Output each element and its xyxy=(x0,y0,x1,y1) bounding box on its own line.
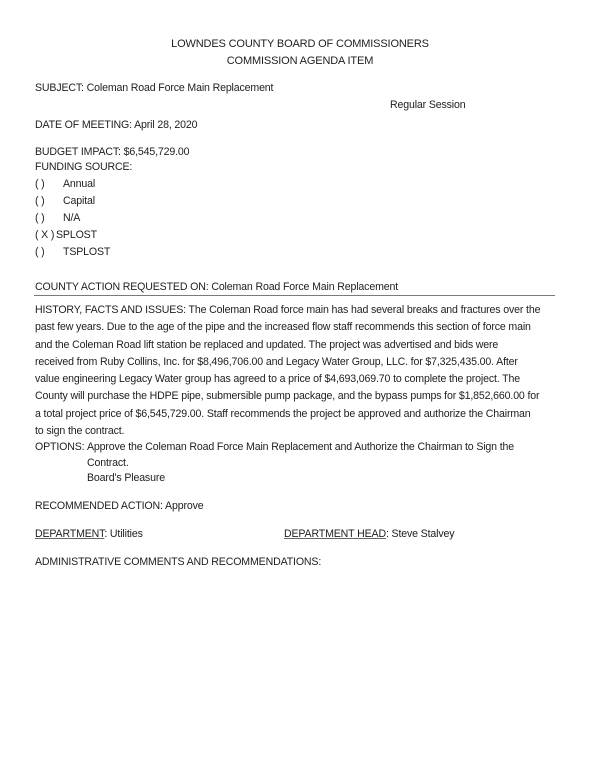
funding-option-label: Annual xyxy=(63,178,96,190)
funding-checkbox: ( ) xyxy=(35,212,45,224)
option-item-approve: Approve the Coleman Road Force Main Replacement and Authorize the Chairman to Sign the xyxy=(87,441,514,453)
department-line xyxy=(35,528,143,541)
funding-option-label: N/A xyxy=(63,212,81,224)
history-line: and the Coleman Road lift station be replaced and updated. The project was advertised and bids were xyxy=(35,338,499,351)
department-head-value: : Steve Stalvey xyxy=(385,528,455,540)
header-doc-title: COMMISSION AGENDA ITEM xyxy=(226,55,374,67)
section-divider xyxy=(34,295,555,296)
department-head-line xyxy=(284,528,454,541)
funding-checkbox-checked: ( X ) xyxy=(35,229,55,241)
admin-comments-label: ADMINISTRATIVE COMMENTS AND RECOMMENDATIONS: xyxy=(35,556,322,568)
budget-impact-value: $6,545,729.00 xyxy=(123,146,190,158)
budget-impact-line xyxy=(35,146,189,159)
funding-option-label: SPLOST xyxy=(56,229,97,241)
recommended-action-line xyxy=(35,500,203,513)
department-head-label: DEPARTMENT HEAD xyxy=(284,528,386,540)
header-org-title: LOWNDES COUNTY BOARD OF COMMISSIONERS xyxy=(171,38,429,50)
history-line: value engineering Legacy Water group has agreed to a price of $4,693,069.70 to complete the project. The xyxy=(35,373,520,386)
funding-checkbox: ( ) xyxy=(35,195,45,207)
funding-checkbox: ( ) xyxy=(35,178,45,190)
county-action-line xyxy=(35,281,398,294)
option-item-boards-pleasure: Board's Pleasure xyxy=(87,472,165,484)
meeting-date-line xyxy=(35,119,197,132)
history-facts-issues xyxy=(35,304,565,442)
meeting-date-label: DATE OF MEETING: xyxy=(35,119,132,131)
recommended-action-value: Approve xyxy=(165,500,204,512)
subject-label: SUBJECT: xyxy=(35,82,84,94)
budget-impact-label: BUDGET IMPACT: xyxy=(35,146,121,158)
subject-line xyxy=(35,82,273,95)
funding-option-annual xyxy=(35,178,95,191)
meeting-date-value: April 28, 2020 xyxy=(134,119,198,131)
county-action-label: COUNTY ACTION REQUESTED ON: xyxy=(35,281,209,293)
history-line: a total project price of $6,545,729.00. Staff recommends the project be approved and authorize the Chairman xyxy=(35,407,531,420)
funding-option-splost xyxy=(35,229,97,242)
department-value: : Utilities xyxy=(104,528,143,540)
funding-option-label: TSPLOST xyxy=(63,246,111,258)
county-action-value: Coleman Road Force Main Replacement xyxy=(211,281,399,293)
funding-option-capital xyxy=(35,195,95,208)
history-line: past few years. Due to the age of the pipe and the increased flow staff recommends this section of force main xyxy=(35,321,531,334)
funding-source-label: FUNDING SOURCE: xyxy=(35,161,133,173)
history-line: HISTORY, FACTS AND ISSUES: The Coleman Road force main has had several breaks and fractures over the xyxy=(35,304,541,316)
subject-value: Coleman Road Force Main Replacement xyxy=(86,82,274,94)
history-line: County will purchase the HDPE pipe, submersible pump package, and the bypass pumps for $1,852,660.00 for xyxy=(35,390,540,403)
funding-option-label: Capital xyxy=(63,195,95,207)
funding-option-na xyxy=(35,212,80,225)
session-type: Regular Session xyxy=(390,99,466,111)
funding-checkbox: ( ) xyxy=(35,246,45,258)
recommended-action-label: RECOMMENDED ACTION: xyxy=(35,500,163,512)
history-line: to sign the contract. xyxy=(35,425,125,438)
history-line: received from Ruby Collins, Inc. for $8,496,706.00 and Legacy Water Group, LLC. for $7,325,435.00. After xyxy=(35,355,518,368)
department-label: DEPARTMENT xyxy=(35,528,105,540)
options-label: OPTIONS: xyxy=(35,441,85,453)
funding-option-tsplost xyxy=(35,246,110,259)
option-item-approve-cont: Contract. xyxy=(87,457,129,469)
